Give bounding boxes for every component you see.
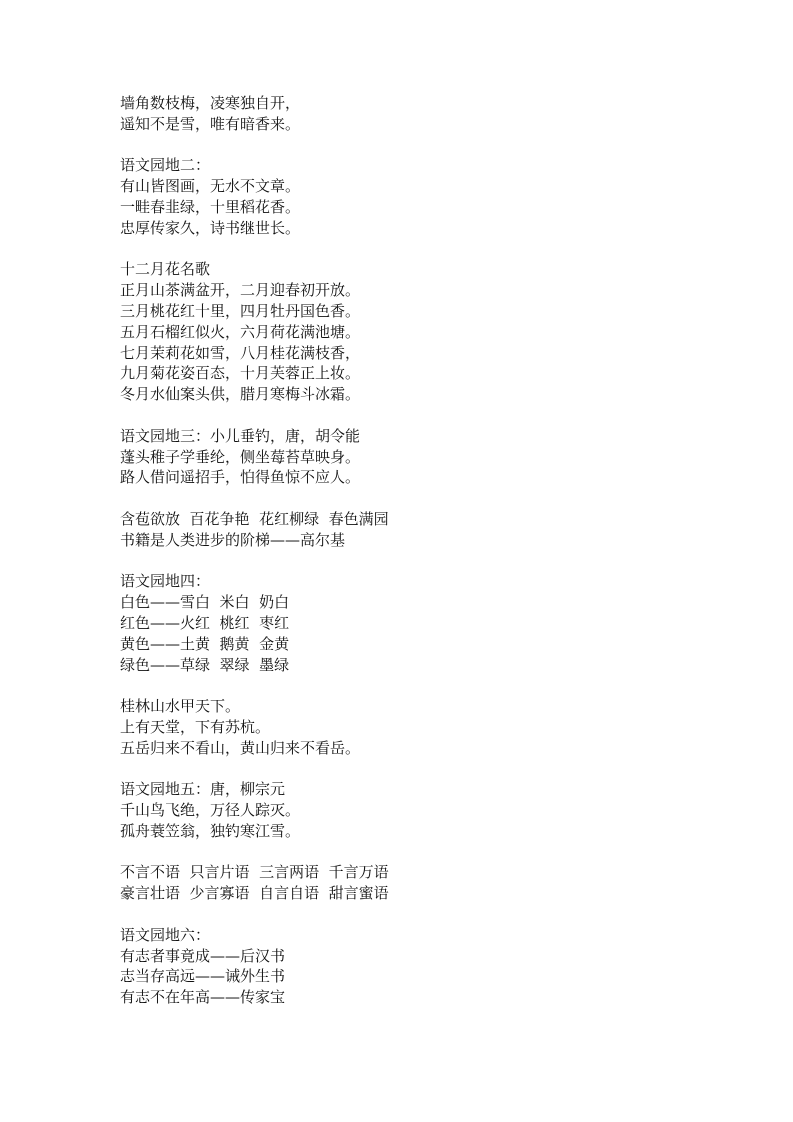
text-line: 遥知不是雪，唯有暗香来。 bbox=[120, 114, 301, 133]
garden-five-section bbox=[120, 779, 720, 841]
paragraph-gap bbox=[120, 239, 720, 260]
garden-two-section bbox=[120, 155, 720, 238]
text-line: 志当存高远——诫外生书 bbox=[120, 967, 286, 986]
section-heading: 语文园地二： bbox=[120, 156, 211, 175]
text-line: 绿色——草绿 翠绿 墨绿 bbox=[120, 655, 290, 674]
text-line: 有山皆图画，无水不文章。 bbox=[120, 177, 301, 196]
text-line: 黄色——土黄 鹅黄 金黄 bbox=[120, 634, 290, 653]
idioms-speech-section bbox=[120, 862, 720, 904]
poem-section bbox=[120, 93, 720, 135]
paragraph-gap bbox=[120, 551, 720, 572]
text-line: 九月菊花姿百态，十月芙蓉正上妆。 bbox=[120, 364, 361, 383]
text-line: 路人借问遥招手，怕得鱼惊不应人。 bbox=[120, 468, 361, 487]
text-line: 有志不在年高——传家宝 bbox=[120, 988, 286, 1007]
section-heading: 语文园地六： bbox=[120, 925, 211, 944]
paragraph-gap bbox=[120, 405, 720, 426]
document-body bbox=[120, 93, 720, 1008]
section-heading: 语文园地三：小儿垂钓，唐，胡令能 bbox=[120, 426, 361, 445]
garden-six-section bbox=[120, 925, 720, 1008]
text-line: 七月茉莉花如雪，八月桂花满枝香， bbox=[120, 343, 361, 362]
text-line: 冬月水仙案头供，腊月寒梅斗冰霜。 bbox=[120, 385, 361, 404]
paragraph-gap bbox=[120, 759, 720, 780]
garden-three-section bbox=[120, 426, 720, 488]
section-heading: 语文园地五：唐，柳宗元 bbox=[120, 780, 286, 799]
text-line: 千山鸟飞绝，万径人踪灭。 bbox=[120, 801, 301, 820]
section-heading: 十二月花名歌 bbox=[120, 260, 211, 279]
text-line: 上有天堂，下有苏杭。 bbox=[120, 717, 271, 736]
text-line: 不言不语 只言片语 三言两语 千言万语 bbox=[120, 863, 389, 882]
text-line: 红色——火红 桃红 枣红 bbox=[120, 613, 290, 632]
text-line: 桂林山水甲天下。 bbox=[120, 697, 241, 716]
text-line: 含苞欲放 百花争艳 花红柳绿 春色满园 bbox=[120, 509, 389, 528]
text-line: 蓬头稚子学垂纶，侧坐莓苔草映身。 bbox=[120, 447, 361, 466]
paragraph-gap bbox=[120, 904, 720, 925]
text-line: 五月石榴红似火，六月荷花满池塘。 bbox=[120, 322, 361, 341]
text-line: 三月桃花红十里，四月牡丹国色香。 bbox=[120, 301, 361, 320]
paragraph-gap bbox=[120, 842, 720, 863]
text-line: 书籍是人类进步的阶梯——高尔基 bbox=[120, 530, 346, 549]
paragraph-gap bbox=[120, 488, 720, 509]
paragraph-gap bbox=[120, 675, 720, 696]
text-line: 豪言壮语 少言寡语 自言自语 甜言蜜语 bbox=[120, 884, 389, 903]
idioms-spring-section bbox=[120, 509, 720, 551]
text-line: 正月山茶满盆开，二月迎春初开放。 bbox=[120, 281, 361, 300]
text-line: 五岳归来不看山，黄山归来不看岳。 bbox=[120, 738, 361, 757]
flower-song-section bbox=[120, 259, 720, 405]
text-line: 一畦春韭绿，十里稻花香。 bbox=[120, 197, 301, 216]
paragraph-gap bbox=[120, 135, 720, 156]
garden-four-section bbox=[120, 571, 720, 675]
text-line: 忠厚传家久，诗书继世长。 bbox=[120, 218, 301, 237]
text-line: 墙角数枝梅，凌寒独自开， bbox=[120, 94, 301, 112]
text-line: 白色——雪白 米白 奶白 bbox=[120, 593, 290, 612]
scenery-section bbox=[120, 696, 720, 758]
section-heading: 语文园地四： bbox=[120, 572, 211, 591]
text-line: 有志者事竟成——后汉书 bbox=[120, 946, 286, 965]
text-line: 孤舟蓑笠翁，独钓寒江雪。 bbox=[120, 821, 301, 840]
